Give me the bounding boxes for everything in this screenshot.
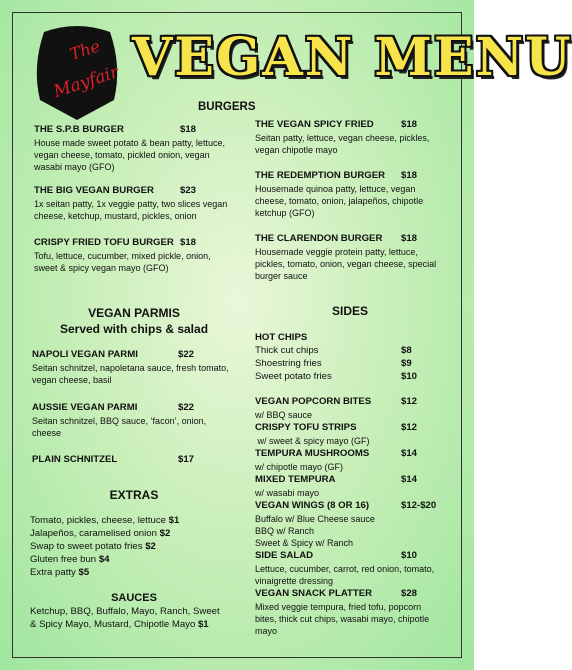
side-price: $28 bbox=[401, 588, 418, 599]
burger-price: $18 bbox=[180, 124, 197, 135]
sides-heading: SIDES bbox=[331, 304, 368, 318]
extra-item: Gluten free bun $4 bbox=[30, 554, 110, 565]
side-name: VEGAN POPCORN BITES bbox=[255, 396, 372, 407]
side-price: $10 bbox=[401, 550, 418, 561]
side-price: $14 bbox=[401, 474, 418, 485]
burger-desc: Tofu, lettuce, cucumber, mixed pickle, onion, sweet & spicy vegan mayo (GFO) bbox=[34, 251, 211, 273]
mayfair-logo-emblem bbox=[32, 22, 122, 122]
side-price: $12 bbox=[401, 396, 418, 407]
sauces-line: & Spicy Mayo, Mustard, Chipotle Mayo $1 bbox=[30, 619, 209, 630]
burger-price: $18 bbox=[401, 170, 418, 181]
burger-price: $18 bbox=[401, 119, 418, 130]
burger-desc: Housemade quinoa patty, lettuce, vegan cheese, tomato, onion, jalapeños, chipotle ketchup (GFO) bbox=[255, 184, 424, 218]
chips-price: $9 bbox=[401, 358, 412, 369]
parmis-subheading: Served with chips & salad bbox=[59, 322, 209, 336]
chips-price: $8 bbox=[401, 345, 412, 356]
parmi-price: $22 bbox=[178, 349, 195, 360]
burger-price: $18 bbox=[180, 237, 197, 248]
sauces-line: Ketchup, BBQ, Buffalo, Mayo, Ranch, Sweet bbox=[30, 606, 220, 617]
burger-name: THE BIG VEGAN BURGER bbox=[34, 185, 154, 196]
side-desc: w/ sweet & spicy mayo (GF) bbox=[255, 436, 370, 446]
burger-desc: Seitan patty, lettuce, vegan cheese, pickles, vegan chipotle mayo bbox=[255, 133, 430, 155]
burger-name: THE VEGAN SPICY FRIED bbox=[255, 119, 374, 130]
logo-the: The bbox=[67, 36, 103, 64]
side-desc: w/ BBQ sauce bbox=[255, 410, 313, 420]
parmi-desc: Seitan schnitzel, BBQ sauce, ‘facon’, onion, cheese bbox=[32, 416, 207, 438]
side-desc: w/ wasabi mayo bbox=[255, 488, 320, 498]
parmi-price: $17 bbox=[178, 454, 195, 465]
side-name: HOT CHIPS bbox=[255, 332, 308, 343]
chips-option: Thick cut chips bbox=[255, 345, 319, 356]
extra-item: Jalapeños, caramelised onion $2 bbox=[30, 528, 171, 539]
chips-price: $10 bbox=[401, 371, 418, 382]
chips-option: Sweet potato fries bbox=[255, 371, 332, 382]
burger-name: THE CLARENDON BURGER bbox=[255, 233, 383, 244]
side-price: $12 bbox=[401, 422, 418, 433]
side-name: SIDE SALAD bbox=[255, 550, 314, 561]
extras-heading: EXTRAS bbox=[109, 488, 159, 502]
side-name: VEGAN WINGS (8 OR 16) bbox=[255, 500, 370, 511]
logo-mayfair: Mayfair bbox=[51, 62, 122, 103]
extra-item: Tomato, pickles, cheese, lettuce $1 bbox=[30, 515, 180, 526]
parmi-price: $22 bbox=[178, 402, 195, 413]
extra-item: Swap to sweet potato fries $2 bbox=[30, 541, 156, 552]
parmis-heading: VEGAN PARMIS bbox=[88, 306, 180, 320]
burger-name: CRISPY FRIED TOFU BURGER bbox=[34, 237, 174, 248]
burger-price: $18 bbox=[401, 233, 418, 244]
burger-desc: Housemade veggie protein patty, lettuce, pickles, tomato, onion, vegan cheese, special burger sauce bbox=[255, 247, 437, 281]
side-name: MIXED TEMPURA bbox=[255, 474, 336, 485]
burger-desc: House made sweet potato & bean patty, lettuce, vegan cheese, tomato, pickled onion, vegan wasabi mayo (GFO) bbox=[34, 138, 225, 172]
parmi-desc: Seitan schnitzel, napoletana sauce, fresh tomato, vegan cheese, basil bbox=[32, 363, 229, 385]
mayfair-logo bbox=[32, 22, 122, 122]
extra-item: Extra patty $5 bbox=[30, 567, 90, 578]
side-price: $14 bbox=[401, 448, 418, 459]
chips-option: Shoestring fries bbox=[255, 358, 322, 369]
parmi-name: NAPOLI VEGAN PARMI bbox=[32, 349, 138, 360]
side-desc: Mixed veggie tempura, fried tofu, popcorn bites, thick cut chips, wasabi mayo, chipotle mayo bbox=[255, 602, 430, 636]
burger-price: $23 bbox=[180, 185, 197, 196]
parmi-name: AUSSIE VEGAN PARMI bbox=[32, 402, 138, 413]
burger-name: THE S.P.B BURGER bbox=[34, 124, 124, 135]
sauces-heading: SAUCES bbox=[111, 592, 157, 604]
burgers-heading: BURGERS bbox=[198, 101, 256, 113]
side-desc: w/ chipotle mayo (GF) bbox=[255, 462, 344, 472]
parmi-name: PLAIN SCHNITZEL bbox=[32, 454, 118, 465]
burger-desc: 1x seitan patty, 1x veggie patty, two slices vegan cheese, ketchup, mustard, pickles, onion bbox=[34, 199, 228, 221]
menu-title: VEGAN MENU bbox=[132, 27, 572, 88]
side-desc: Buffalo w/ Blue Cheese sauce BBQ w/ Ranch Sweet & Spicy w/ Ranch bbox=[255, 514, 375, 548]
side-price: $12-$20 bbox=[401, 500, 437, 511]
burger-name: THE REDEMPTION BURGER bbox=[255, 170, 386, 181]
side-name: TEMPURA MUSHROOMS bbox=[255, 448, 370, 459]
side-name: CRISPY TOFU STRIPS bbox=[255, 422, 357, 433]
side-name: VEGAN SNACK PLATTER bbox=[255, 588, 373, 599]
side-desc: Lettuce, cucumber, carrot, red onion, tomato, vinaigrette dressing bbox=[255, 564, 435, 586]
